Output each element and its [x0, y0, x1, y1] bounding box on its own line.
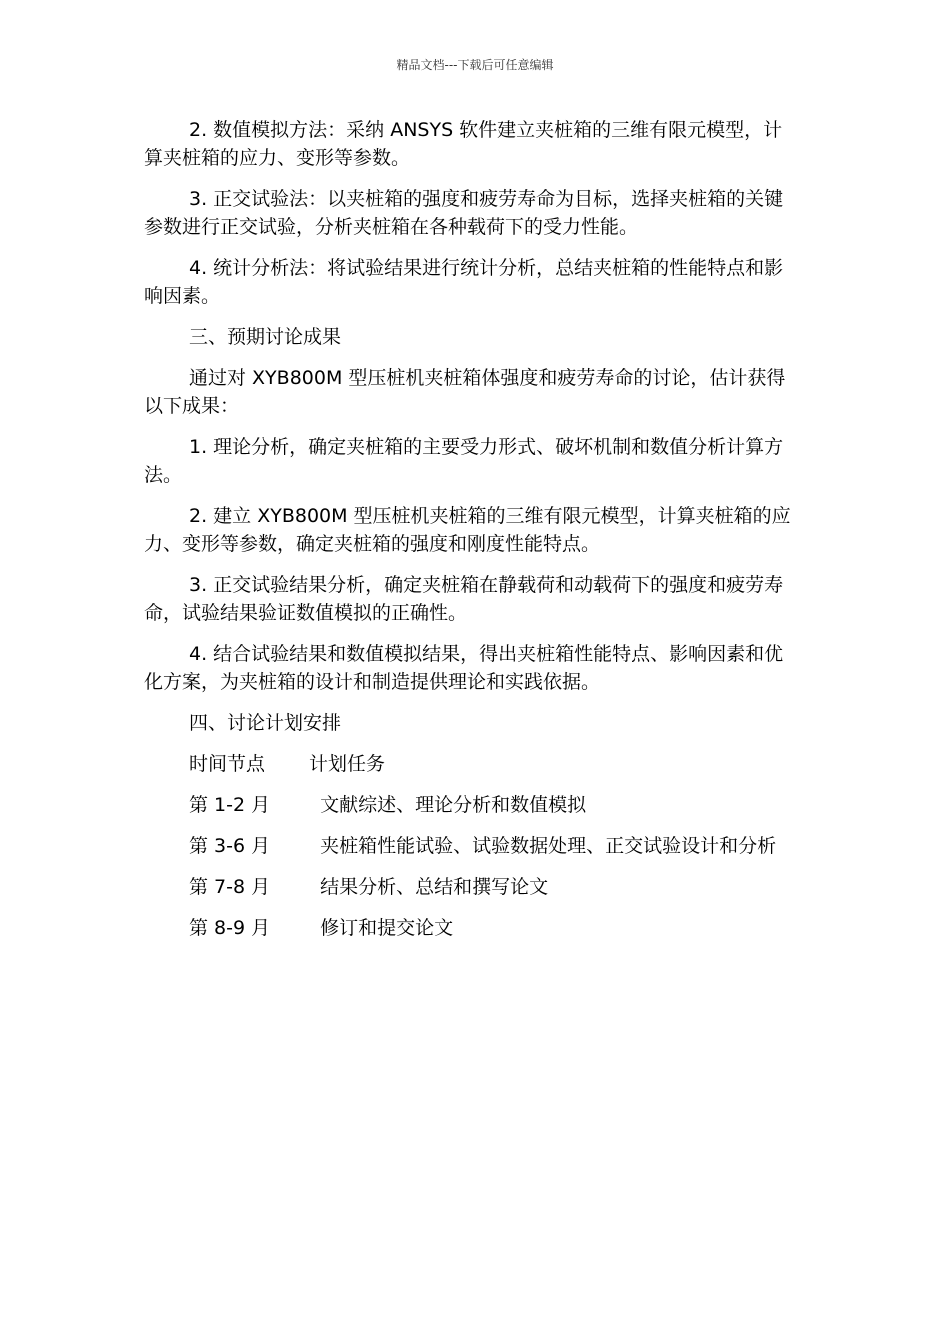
schedule-row-task: 结果分析、总结和撰写论文	[320, 876, 549, 898]
schedule-row-time: 第 7-8 月	[189, 876, 271, 898]
schedule-row	[144, 914, 800, 942]
paragraph-result-2: 2. 建立 XYB800M 型压桩机夹桩箱的三维有限元模型，计算夹桩箱的应力、变形等参数，确定夹桩箱的强度和刚度性能特点。	[144, 505, 791, 555]
paragraph-method-3: 3. 正交试验法：以夹桩箱的强度和疲劳寿命为目标，选择夹桩箱的关键参数进行正交试验，分析夹桩箱在各种载荷下的受力性能。	[144, 188, 784, 238]
paragraph-method-2: 2. 数值模拟方法：采纳 ANSYS 软件建立夹桩箱的三维有限元模型，计算夹桩箱的应力、变形等参数。	[144, 119, 783, 169]
schedule-row-task: 文献综述、理论分析和数值模拟	[320, 794, 587, 816]
section-heading-expected-results: 三、预期讨论成果	[189, 326, 342, 348]
paragraph-method-4: 4. 统计分析法：将试验结果进行统计分析，总结夹桩箱的性能特点和影响因素。	[144, 257, 784, 307]
schedule-row-time: 第 8-9 月	[189, 917, 271, 939]
section-heading-research-plan: 四、讨论计划安排	[189, 712, 342, 734]
paragraph-results-intro: 通过对 XYB800M 型压桩机夹桩箱体强度和疲劳寿命的讨论，估计获得以下成果：	[144, 367, 786, 417]
paragraph-result-4: 4. 结合试验结果和数值模拟结果，得出夹桩箱性能特点、影响因素和优化方案，为夹桩箱的设计和制造提供理论和实践依据。	[144, 643, 784, 693]
schedule-header-row	[144, 750, 800, 778]
paragraph-result-3: 3. 正交试验结果分析，确定夹桩箱在静载荷和动载荷下的强度和疲劳寿命，试验结果验证数值模拟的正确性。	[144, 574, 784, 624]
schedule-header-time: 时间节点	[189, 753, 266, 775]
schedule-row-task: 夹桩箱性能试验、试验数据处理、正交试验设计和分析	[320, 835, 777, 857]
schedule-row	[144, 791, 800, 819]
document-body	[144, 116, 800, 955]
schedule-row-time: 第 1-2 月	[189, 794, 271, 816]
page-header: 精品文档---下载后可任意编辑	[396, 58, 554, 72]
schedule-row	[144, 873, 800, 901]
schedule-row-task: 修订和提交论文	[320, 917, 454, 939]
schedule-header-task: 计划任务	[309, 753, 386, 775]
schedule-row	[144, 832, 800, 860]
schedule-row-time: 第 3-6 月	[189, 835, 271, 857]
paragraph-result-1: 1. 理论分析，确定夹桩箱的主要受力形式、破坏机制和数值分析计算方法。	[144, 436, 784, 486]
